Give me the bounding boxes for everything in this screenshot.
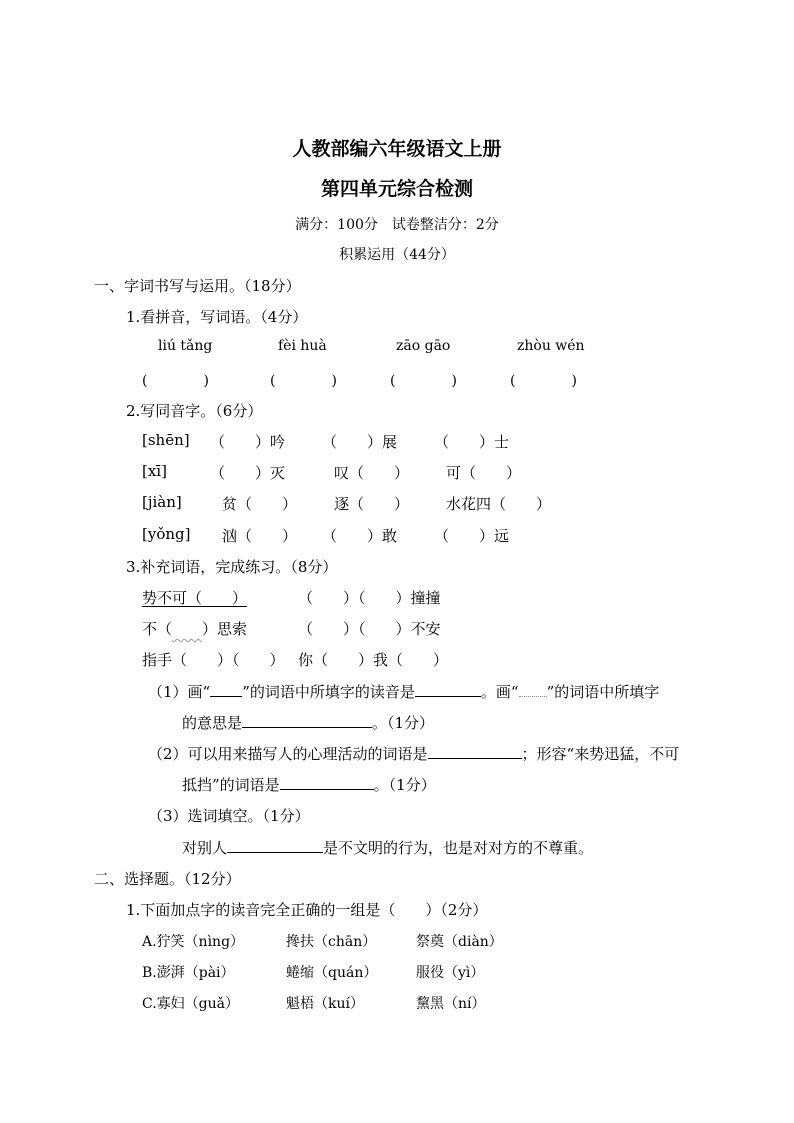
mcq-heading: 1.下面加点字的读音完全正确的一组是（ ）（2分）: [126, 901, 488, 919]
answer-blank[interactable]: ( ): [142, 373, 209, 389]
subq-text: 的意思是: [182, 714, 243, 732]
homophone-item[interactable]: （ ）敢: [322, 527, 398, 545]
subq-text: 是不文明的行为，也是对对方的不尊重。: [323, 839, 594, 857]
homophone-item[interactable]: 水花四（ ）: [446, 495, 552, 513]
pinyin-label: [shēn]: [142, 431, 190, 449]
subq-1: [148, 681, 659, 702]
answer-blank[interactable]: ( ): [510, 373, 577, 389]
option-b-item: 服役（yì）: [416, 965, 485, 981]
idiom-item[interactable]: （ ）（ ）不安: [298, 620, 441, 638]
page-title: 人教部编六年级语文上册: [292, 138, 502, 160]
pinyin-label: [yǒng]: [142, 525, 191, 543]
section1-heading: 一、字词书写与运用。（18分）: [94, 277, 301, 295]
answer-line[interactable]: [415, 682, 481, 697]
option-b-item: 蜷缩（quán）: [286, 965, 378, 981]
homophone-item[interactable]: 贫（ ）: [222, 495, 298, 513]
score-line: 满分：100分 试卷整洁分：2分: [295, 217, 499, 233]
subq-text: （1）画“: [148, 683, 211, 701]
homophone-item[interactable]: （ ）远: [434, 527, 510, 545]
homophone-item[interactable]: 叹（ ）: [334, 464, 410, 482]
subq-text: 。（1分）: [372, 714, 435, 732]
idiom-item[interactable]: [142, 618, 247, 639]
pinyin-label: [xī]: [142, 462, 167, 480]
answer-line[interactable]: [227, 838, 323, 853]
homophone-item[interactable]: 汹（ ）: [222, 527, 298, 545]
idiom-blank[interactable]: [172, 620, 202, 638]
homophone-item[interactable]: （ ）吟: [210, 433, 286, 451]
subq-3-cont: [182, 837, 593, 858]
q1-heading: 1.看拼音，写词语。（4分）: [126, 308, 308, 326]
homophone-item[interactable]: 可（ ）: [446, 464, 522, 482]
page-subtitle: 第四单元综合检测: [320, 178, 473, 200]
pinyin-4: zhòu wén: [517, 338, 585, 354]
q2-heading: 2.写同音字。（6分）: [126, 402, 263, 420]
homophone-item[interactable]: （ ）展: [322, 433, 398, 451]
idiom-item[interactable]: 指手（ ）（ ）: [142, 651, 285, 669]
answer-line[interactable]: [428, 744, 522, 759]
pinyin-label: [jiàn]: [142, 493, 182, 511]
underline-sample: [210, 682, 242, 697]
idiom-item[interactable]: （ ）（ ）撞撞: [298, 589, 441, 607]
subq-text: ”的词语中所填字的读音是: [242, 683, 415, 701]
homophone-item[interactable]: （ ）士: [434, 433, 510, 451]
answer-blank[interactable]: ( ): [270, 373, 337, 389]
subq-text: 对别人: [182, 839, 228, 857]
wavy-sample: [519, 686, 547, 697]
option-a[interactable]: A.狞笑（nìng）: [142, 934, 245, 950]
homophone-item[interactable]: 逐（ ）: [334, 495, 410, 513]
subq-1-cont: [182, 712, 434, 733]
pinyin-2: fèi huà: [278, 338, 327, 354]
subq-2-cont: [182, 774, 436, 795]
subq-text: 。画“: [480, 683, 519, 701]
subq-text: ”的词语中所填字: [546, 683, 660, 701]
option-a-item: 搀扶（chān）: [286, 934, 377, 950]
q3-heading: 3.补充词语，完成练习。（8分）: [126, 558, 338, 576]
idiom-suffix: ）思索: [202, 620, 248, 638]
homophone-item[interactable]: （ ）灭: [210, 464, 286, 482]
idiom-prefix: 不（: [142, 620, 173, 638]
subq-text: ；形容“来势迅猛，不可: [521, 745, 680, 763]
option-b[interactable]: B.澎湃（pài）: [142, 965, 235, 981]
answer-blank[interactable]: ( ): [390, 373, 457, 389]
pinyin-3: zāo gāo: [396, 338, 451, 354]
option-c-item: 黧黑（ní）: [416, 996, 486, 1012]
section2-heading: 二、选择题。（12分）: [94, 870, 241, 888]
answer-line[interactable]: [242, 713, 372, 728]
answer-line[interactable]: [280, 775, 374, 790]
subq-text: 。（1分）: [373, 776, 436, 794]
subq-text: 抵挡”的词语是: [182, 776, 280, 794]
idiom-item[interactable]: 你（ ）我（ ）: [298, 651, 449, 669]
option-c-item: 魁梧（kuí）: [286, 996, 364, 1012]
part-heading: 积累运用（44分）: [339, 247, 455, 263]
pinyin-1: liú tǎng: [158, 338, 213, 354]
subq-2: [148, 743, 679, 764]
option-c[interactable]: C.寡妇（guǎ）: [142, 996, 239, 1012]
subq-3: （3）选词填空。（1分）: [148, 807, 310, 825]
subq-text: （2）可以用来描写人的心理活动的词语是: [148, 745, 428, 763]
idiom-item[interactable]: 势不可（ ）: [142, 589, 248, 607]
option-a-item: 祭奠（diàn）: [416, 934, 503, 950]
